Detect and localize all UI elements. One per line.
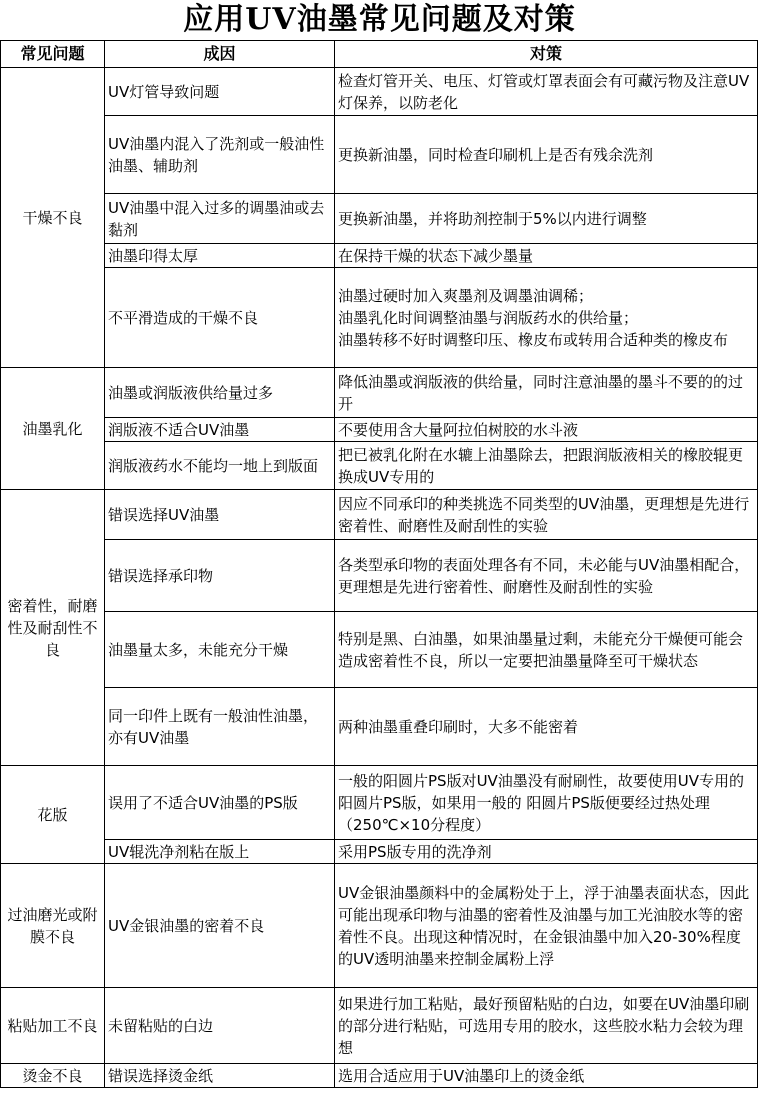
header-cause: 成因 — [105, 41, 335, 68]
problems-table — [0, 40, 758, 1088]
solution-cell: UV金银油墨颜料中的金属粉处于上，浮于油墨表面状态，因此可能出现承印物与油墨的密着性及油墨与加工光油胶水等的密着性不良。出现这种情况时，在金银油墨中加入20-30%程度的UV透明油墨来控制金属粉上浮 — [335, 864, 758, 988]
cause-cell: UV油墨内混入了洗剂或一般油性油墨、辅助剂 — [105, 116, 335, 194]
table-row — [1, 840, 758, 864]
cause-cell: UV辊洗净剂粘在版上 — [105, 840, 335, 864]
cause-cell: UV灯管导致问题 — [105, 68, 335, 116]
problem-cell: 干燥不良 — [1, 68, 105, 368]
problem-cell: 过油磨光或附膜不良 — [1, 864, 105, 988]
problem-cell: 密着性，耐磨性及耐刮性不良 — [1, 490, 105, 766]
solution-cell: 降低油墨或润版液的供给量，同时注意油墨的墨斗不要的的过开 — [335, 368, 758, 418]
solution-cell: 更换新油墨，同时检查印刷机上是否有残余洗剂 — [335, 116, 758, 194]
solution-cell: 各类型承印物的表面处理各有不同，未必能与UV油墨相配合，更理想是先进行密着性、耐磨性及耐刮性的实验 — [335, 540, 758, 612]
table-row — [1, 988, 758, 1064]
cause-cell: 误用了不适合UV油墨的PS版 — [105, 766, 335, 840]
cause-cell: 同一印件上既有一般油性油墨，亦有UV油墨 — [105, 688, 335, 766]
table-row — [1, 442, 758, 490]
table-row — [1, 1064, 758, 1088]
cause-cell: 油墨印得太厚 — [105, 244, 335, 268]
solution-cell: 更换新油墨，并将助剂控制于5%以内进行调整 — [335, 194, 758, 244]
table-row — [1, 194, 758, 244]
problem-cell: 烫金不良 — [1, 1064, 105, 1088]
table-row — [1, 68, 758, 116]
problem-cell: 花版 — [1, 766, 105, 864]
cause-cell: 错误选择承印物 — [105, 540, 335, 612]
solution-cell: 特别是黑、白油墨，如果油墨量过剩，未能充分干燥便可能会造成密着性不良，所以一定要把油墨量降至可干燥状态 — [335, 612, 758, 688]
solution-cell: 检查灯管开关、电压、灯管或灯罩表面会有可藏污物及注意UV灯保养，以防老化 — [335, 68, 758, 116]
solution-cell: 采用PS版专用的洗净剂 — [335, 840, 758, 864]
solution-cell: 一般的阳圆片PS版对UV油墨没有耐刷性，故要使用UV专用的阳圆片PS版，如果用一般的 阳圆片PS版便要经过热处理（250℃×10分程度） — [335, 766, 758, 840]
table-row — [1, 244, 758, 268]
table-row — [1, 766, 758, 840]
table-row — [1, 368, 758, 418]
cause-cell: 未留粘贴的白边 — [105, 988, 335, 1064]
table-row — [1, 864, 758, 988]
table-row — [1, 612, 758, 688]
cause-cell: UV油墨中混入过多的调墨油或去黏剂 — [105, 194, 335, 244]
cause-cell: 润版液药水不能均一地上到版面 — [105, 442, 335, 490]
solution-cell: 不要使用含大量阿拉伯树胶的水斗液 — [335, 418, 758, 442]
table-row — [1, 688, 758, 766]
solution-cell: 油墨过硬时加入爽墨剂及调墨油调稀； 油墨乳化时间调整油墨与润版药水的供给量； 油墨转移不好时调整印压、橡皮布或转用合适种类的橡皮布 — [335, 268, 758, 368]
table-header-row — [1, 41, 758, 68]
solution-cell: 因应不同承印的种类挑选不同类型的UV油墨，更理想是先进行密着性、耐磨性及耐刮性的实验 — [335, 490, 758, 540]
cause-cell: 错误选择UV油墨 — [105, 490, 335, 540]
problem-cell: 油墨乳化 — [1, 368, 105, 490]
header-solution: 对策 — [335, 41, 758, 68]
solution-cell: 在保持干燥的状态下减少墨量 — [335, 244, 758, 268]
cause-cell: 错误选择烫金纸 — [105, 1064, 335, 1088]
solution-cell: 选用合适应用于UV油墨印上的烫金纸 — [335, 1064, 758, 1088]
page-title: 应用UV油墨常见问题及对策 — [183, 2, 576, 37]
problem-cell: 粘贴加工不良 — [1, 988, 105, 1064]
cause-cell: UV金银油墨的密着不良 — [105, 864, 335, 988]
table-row — [1, 268, 758, 368]
header-problem: 常见问题 — [1, 41, 105, 68]
cause-cell: 润版液不适合UV油墨 — [105, 418, 335, 442]
cause-cell: 不平滑造成的干燥不良 — [105, 268, 335, 368]
table-row — [1, 418, 758, 442]
table-row — [1, 490, 758, 540]
table-row — [1, 540, 758, 612]
solution-cell: 如果进行加工粘贴，最好预留粘贴的白边，如要在UV油墨印刷的部分进行粘贴，可选用专用的胶水，这些胶水粘力会较为理想 — [335, 988, 758, 1064]
cause-cell: 油墨或润版液供给量过多 — [105, 368, 335, 418]
table-row — [1, 116, 758, 194]
solution-cell: 把已被乳化附在水辘上油墨除去，把跟润版液相关的橡胶辊更换成UV专用的 — [335, 442, 758, 490]
solution-cell: 两种油墨重叠印刷时，大多不能密着 — [335, 688, 758, 766]
cause-cell: 油墨量太多，未能充分干燥 — [105, 612, 335, 688]
